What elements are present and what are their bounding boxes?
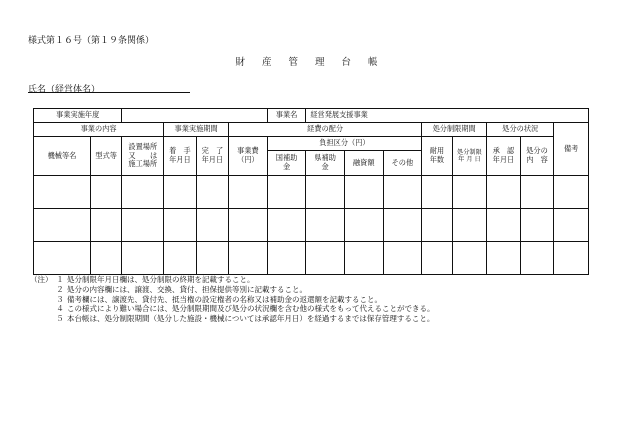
prefectural-subsidy-header-line2: 金	[321, 162, 329, 171]
start-date-header-line2: 年月日	[169, 155, 191, 164]
entry-cell[interactable]	[122, 209, 164, 242]
fiscal-year-cell[interactable]	[122, 109, 267, 123]
entry-cell[interactable]	[383, 209, 422, 242]
entry-cell[interactable]	[344, 209, 383, 242]
entry-cell[interactable]	[196, 176, 229, 209]
entry-cell[interactable]	[229, 209, 268, 242]
note-number: ５	[56, 314, 64, 324]
note-item	[30, 295, 435, 305]
note-number: ３	[56, 294, 64, 304]
project-name-value: 経営発展支援事業	[306, 109, 589, 123]
project-cost-header-line2: （円）	[237, 155, 259, 164]
disposal-content-header-line2: 内 容	[526, 155, 548, 164]
start-date-header-line1: 着 手	[169, 146, 191, 156]
entry-cell[interactable]	[267, 176, 306, 209]
owner-name-label: 氏名（経営体名）	[28, 85, 101, 95]
group-restriction-header: 処分制限期間	[422, 123, 487, 137]
entry-cell[interactable]	[90, 242, 122, 275]
end-date-header	[196, 137, 229, 176]
approval-date-header-line2: 年月日	[492, 155, 515, 164]
note-number: ４	[56, 304, 64, 314]
start-date-header	[164, 137, 197, 176]
owner-name-field[interactable]	[28, 92, 190, 93]
national-subsidy-header-line1: 国補助	[275, 153, 298, 163]
other-header: その他	[383, 151, 422, 176]
property-ledger-table	[33, 108, 589, 275]
prefectural-subsidy-header	[306, 151, 345, 176]
entry-cell[interactable]	[554, 176, 589, 209]
note-number: ２	[56, 284, 64, 294]
table-row	[34, 209, 589, 242]
note-item	[30, 314, 435, 324]
location-header-line3: 施工場所	[128, 159, 158, 169]
entry-cell[interactable]	[422, 176, 452, 209]
group-cost-header: 経費の配分	[229, 123, 422, 137]
form-number: 様式第１６号（第１９条関係）	[28, 36, 155, 46]
disposal-content-header	[520, 137, 554, 176]
entry-cell[interactable]	[267, 209, 306, 242]
end-date-header-line2: 年月日	[201, 155, 224, 164]
note-text: 処分制限年月日欄は、処分制限の終期を記載すること。	[67, 275, 255, 284]
note-number: １	[56, 275, 64, 284]
entry-cell[interactable]	[90, 209, 122, 242]
note-text: 備考欄には、譲渡先、貸付先、抵当権の設定権者の名称又は補助金の返還額を記載すること。	[67, 294, 382, 304]
entry-cell[interactable]	[196, 242, 229, 275]
entry-cell[interactable]	[122, 176, 164, 209]
note-item	[30, 304, 435, 314]
entry-cell[interactable]	[34, 209, 91, 242]
burden-breakdown-header: 負担区分（円）	[267, 137, 421, 151]
entry-cell[interactable]	[229, 242, 268, 275]
entry-cell[interactable]	[520, 176, 554, 209]
entry-cell[interactable]	[164, 176, 197, 209]
entry-cell[interactable]	[554, 242, 589, 275]
entry-cell[interactable]	[383, 176, 422, 209]
machine-name-header: 機械等名	[34, 137, 91, 176]
useful-life-header-line1: 耐用	[429, 146, 445, 156]
entry-cell[interactable]	[122, 242, 164, 275]
model-header: 型式等	[90, 137, 122, 176]
prefectural-subsidy-header-line1: 県補助	[314, 153, 336, 163]
entry-cell[interactable]	[34, 242, 91, 275]
entry-cell[interactable]	[34, 176, 91, 209]
entry-cell[interactable]	[306, 176, 345, 209]
table-row	[34, 242, 589, 275]
table-row	[34, 176, 589, 209]
entry-cell[interactable]	[344, 242, 383, 275]
entry-cell[interactable]	[487, 242, 521, 275]
entry-cell[interactable]	[306, 209, 345, 242]
entry-cell[interactable]	[90, 176, 122, 209]
notes-prefix: （注）	[30, 275, 53, 284]
entry-cell[interactable]	[229, 176, 268, 209]
ledger-body	[34, 176, 589, 275]
entry-cell[interactable]	[196, 209, 229, 242]
entry-cell[interactable]	[164, 242, 197, 275]
entry-cell[interactable]	[344, 176, 383, 209]
entry-cell[interactable]	[554, 209, 589, 242]
entry-cell[interactable]	[487, 209, 521, 242]
note-item	[30, 285, 435, 295]
entry-cell[interactable]	[267, 242, 306, 275]
group-period-header: 事業実施期間	[164, 123, 229, 137]
approval-date-header-line1: 承 認	[492, 146, 515, 156]
approval-date-header	[487, 137, 521, 176]
national-subsidy-header-line2: 金	[282, 162, 291, 171]
national-subsidy-header	[267, 151, 306, 176]
entry-cell[interactable]	[422, 242, 452, 275]
location-header-line1: 設置場所	[128, 142, 158, 152]
remarks-header: 備考	[554, 123, 589, 176]
entry-cell[interactable]	[452, 176, 487, 209]
end-date-header-line1: 完 了	[201, 146, 224, 156]
entry-cell[interactable]	[452, 209, 487, 242]
restriction-date-header-line2: 年 月 日	[458, 156, 481, 163]
group-content-header: 事業の内容	[34, 123, 164, 137]
entry-cell[interactable]	[520, 242, 554, 275]
group-disposal-header: 処分の状況	[487, 123, 554, 137]
notes-section	[30, 275, 435, 324]
note-text: 本台帳は、処分制限期間（処分した施設・機械については承認年月日）を経過するまでは保存管理すること。	[67, 314, 435, 324]
note-text: 処分の内容欄には、譲渡、交換、貸付、担保提供等別に記載すること。	[67, 284, 307, 294]
useful-life-header	[422, 137, 452, 176]
restriction-date-header-line1: 処分制限	[457, 148, 482, 156]
project-name-label: 事業名	[267, 109, 306, 123]
financing-header: 融資額	[344, 151, 383, 176]
location-header-line2: 又 は	[128, 150, 158, 160]
entry-cell[interactable]	[452, 242, 487, 275]
document-title: 財産管理台帳	[235, 57, 395, 68]
entry-cell[interactable]	[164, 209, 197, 242]
entry-cell[interactable]	[520, 209, 554, 242]
project-cost-header-line1: 事業費	[237, 146, 259, 156]
entry-cell[interactable]	[422, 209, 452, 242]
useful-life-header-line2: 年数	[429, 155, 445, 164]
entry-cell[interactable]	[306, 242, 345, 275]
restriction-date-header	[452, 137, 487, 176]
note-text: この様式により難い場合には、処分制限期間及び処分の状況欄を含む他の様式をもって代えることができる。	[67, 304, 435, 314]
project-cost-header	[229, 137, 268, 176]
entry-cell[interactable]	[487, 176, 521, 209]
note-item	[30, 275, 435, 285]
location-header	[122, 137, 164, 176]
disposal-content-header-line1: 処分の	[526, 146, 548, 156]
entry-cell[interactable]	[383, 242, 422, 275]
fiscal-year-label: 事業実施年度	[34, 109, 122, 123]
